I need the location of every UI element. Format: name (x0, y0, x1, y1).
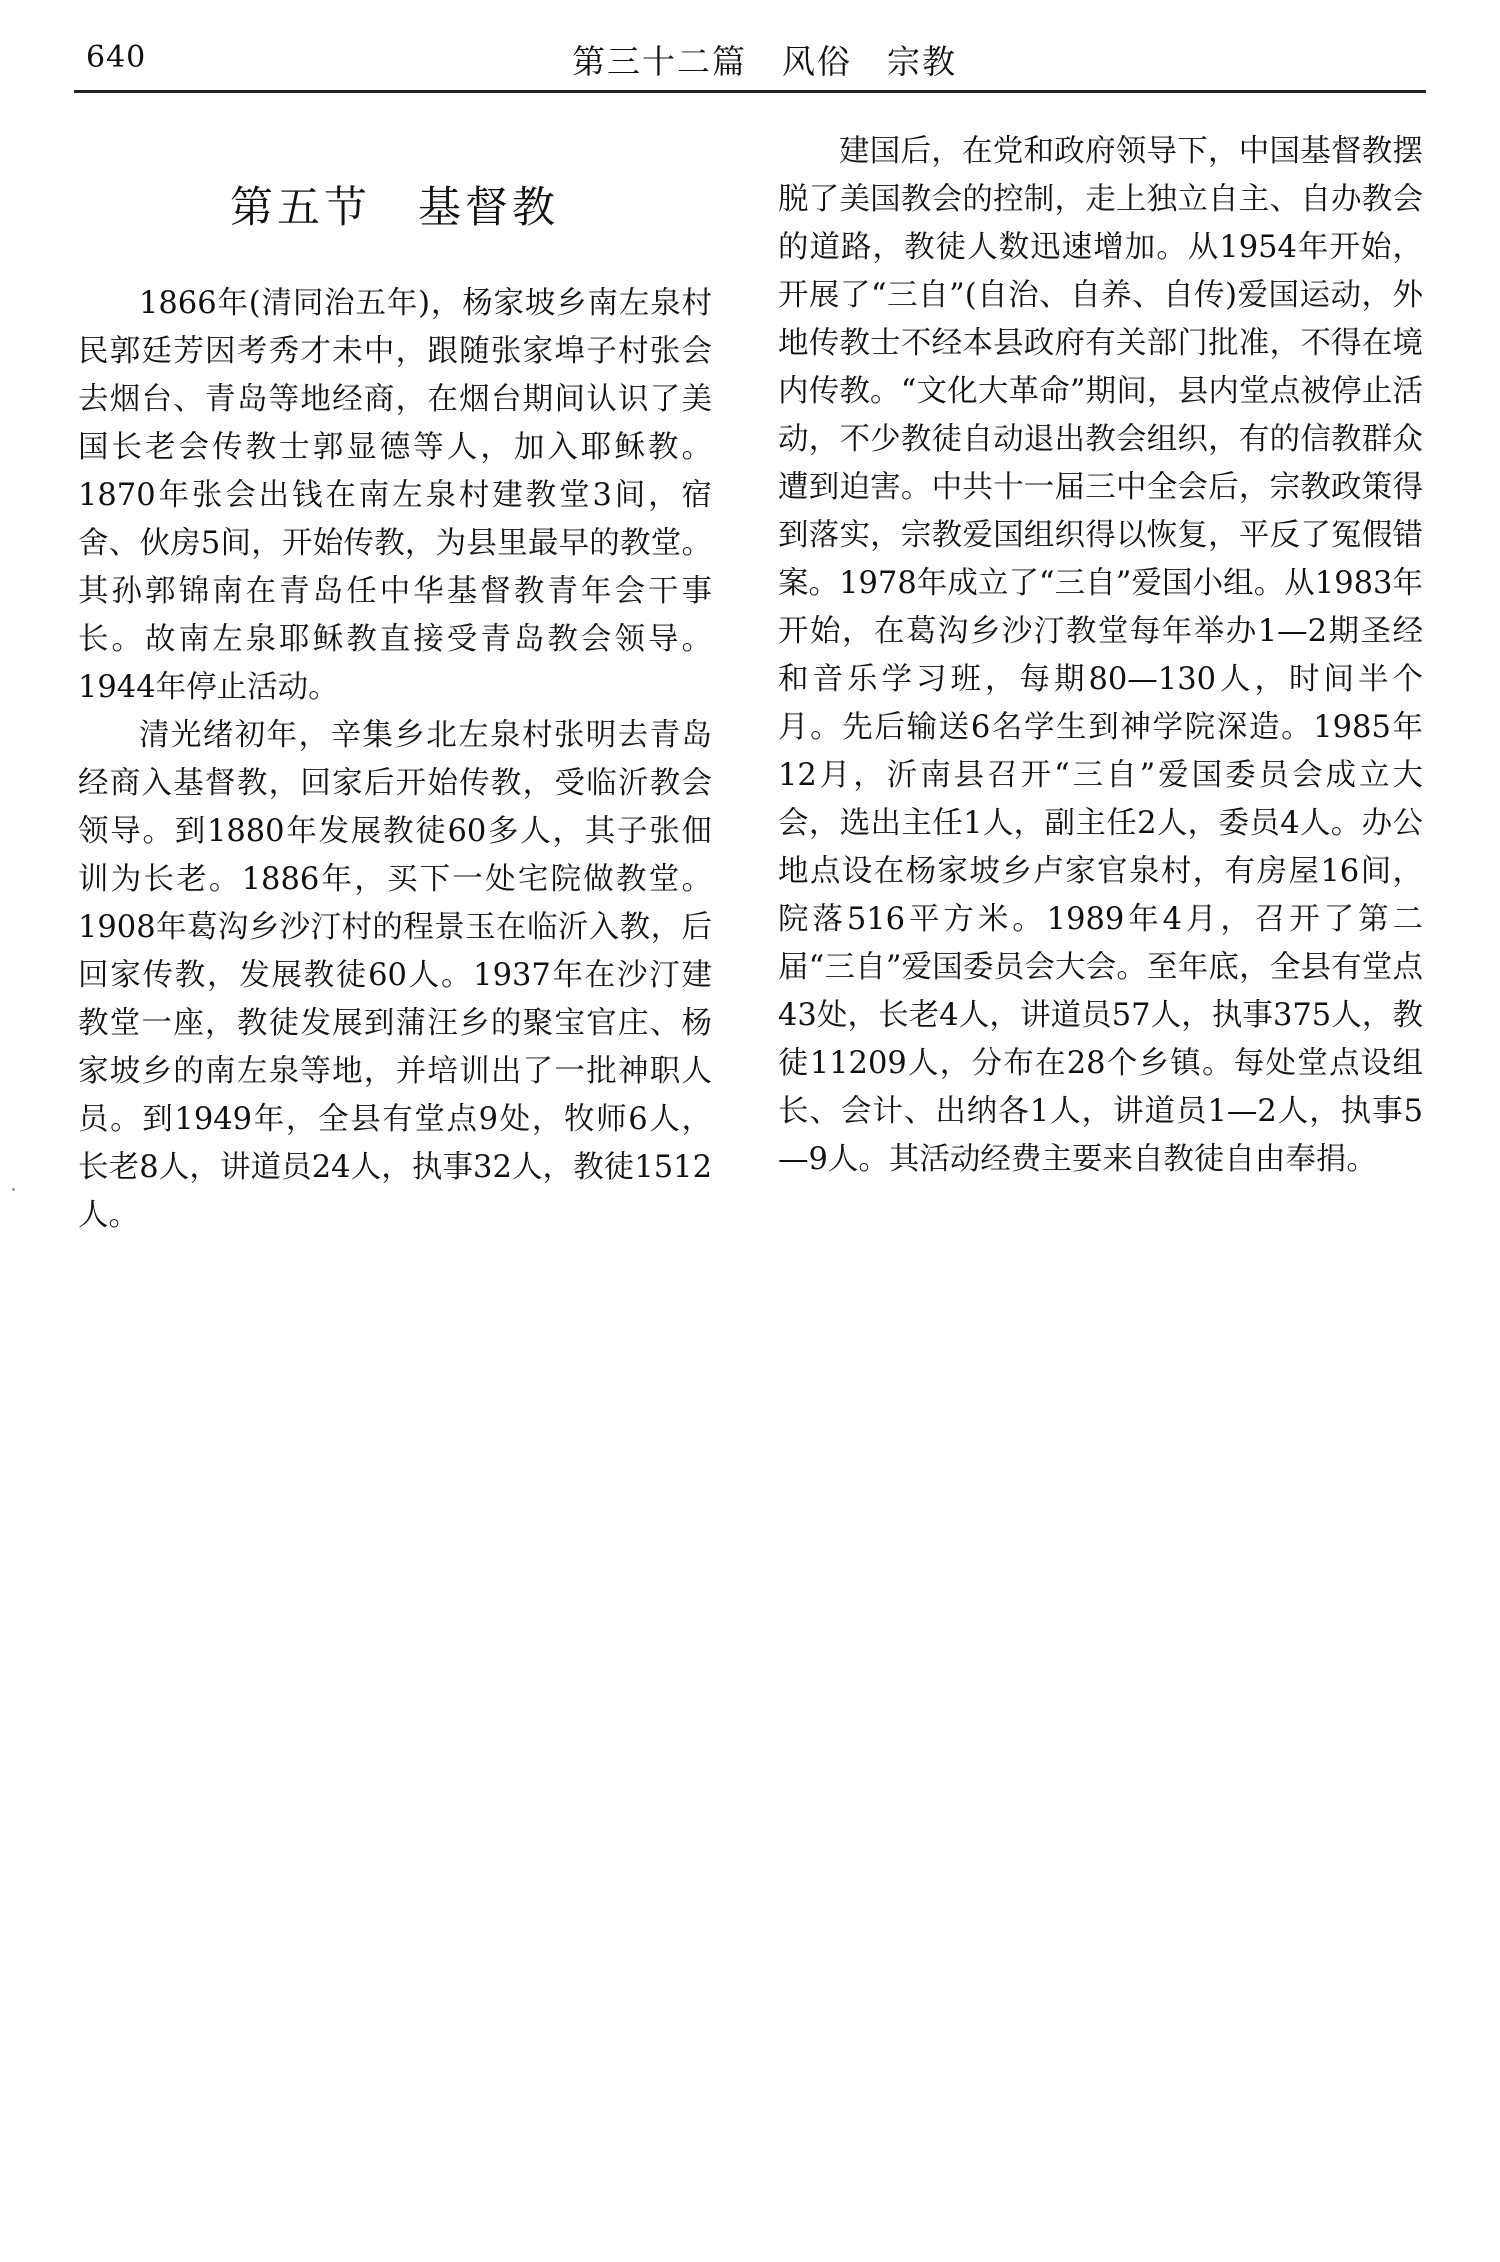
paragraph: 1866年(清同治五年)，杨家坡乡南左泉村民郭廷芳因考秀才未中，跟随张家埠子村张会去烟台、青岛等地经商，在烟台期间认识了美国长老会传教士郭显德等人，加入耶稣教。1870年张会出钱在南左泉村建教堂3间，宿舍、伙房5间，开始传教，为县里最早的教堂。其孙郭锦南在青岛任中华基督教青年会干事长。故南左泉耶稣教直接受青岛教会领导。1944年停止活动。 (78, 286, 712, 705)
paragraph: 清光绪初年，辛集乡北左泉村张明去青岛经商入基督教，回家后开始传教，受临沂教会领导。到1880年发展教徒60多人，其子张佃训为长老。1886年，买下一处宅院做教堂。1908年葛沟乡沙汀村的程景玉在临沂入教，后回家传教，发展教徒60人。1937年在沙汀建教堂一座，教徒发展到蒲汪乡的聚宝官庄、杨家坡乡的南左泉等地，并培训出了一批神职人员。到1949年，全县有堂点9处，牧师6人，长老8人，讲道员24人，执事32人，教徒1512人。 (78, 718, 712, 1233)
left-column (78, 280, 712, 1240)
right-column (778, 128, 1423, 1184)
scan-speck (12, 1188, 15, 1191)
page-number: 640 (86, 40, 147, 75)
paragraph: 建国后，在党和政府领导下，中国基督教摆脱了美国教会的控制，走上独立自主、自办教会的道路，教徒人数迅速增加。从1954年开始，开展了“三自”(自治、自养、自传)爱国运动，外地传教士不经本县政府有关部门批准，不得在境内传教。“文化大革命”期间，县内堂点被停止活动，不少教徒自动退出教会组织，有的信教群众遭到迫害。中共十一届三中全会后，宗教政策得到落实，宗教爱国组织得以恢复，平反了冤假错案。1978年成立了“三自”爱国小组。从1983年开始，在葛沟乡沙汀教堂每年举办1—2期圣经和音乐学习班，每期80—130人，时间半个月。先后输送6名学生到神学院深造。1985年12月，沂南县召开“三自”爱国委员会成立大会，选出主任1人，副主任2人，委员4人。办公地点设在杨家坡乡卢家官泉村，有房屋16间，院落516平方米。1989年4月，召开了第二届“三自”爱国委员会大会。至年底，全县有堂点43处，长老4人，讲道员57人，执事375人，教徒11209人，分布在28个乡镇。每处堂点设组长、会计、出纳各1人，讲道员1—2人，执事5—9人。其活动经费主要来自教徒自由奉捐。 (778, 134, 1423, 1177)
header-rule (74, 90, 1426, 93)
section-title: 第五节 基督教 (230, 183, 559, 233)
page-header (74, 36, 1426, 86)
running-head: 第三十二篇 风俗 宗教 (572, 42, 957, 81)
